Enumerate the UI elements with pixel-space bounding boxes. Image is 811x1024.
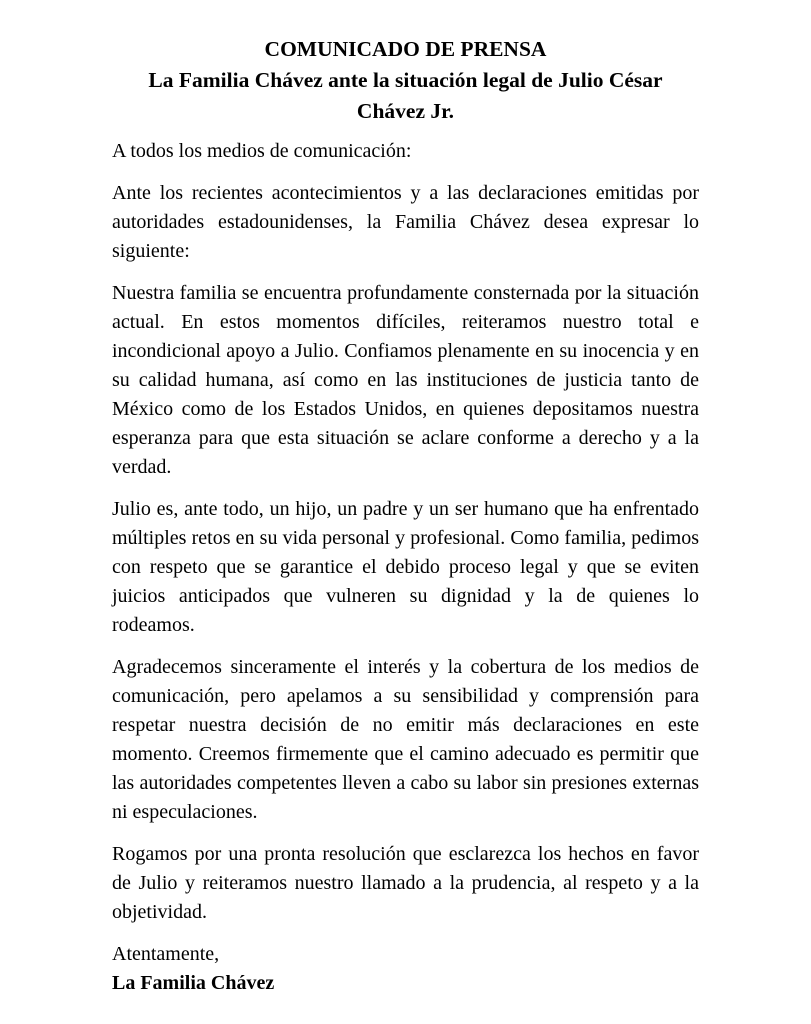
signature-line: La Familia Chávez <box>112 972 275 994</box>
paragraph-support: Nuestra familia se encuentra profundamente consternada por la situación actual. En estos momentos difíciles, reiteramos nuestro total e incondicional apoyo a Julio. Confiamos plenamente en su inocencia y en su calidad humana, así como en las instituciones de justicia tanto de México como de los Estados Unidos, en quienes depositamos nuestra esperanza para que esta situación se aclare conforme a derecho y a la verdad. <box>112 282 699 478</box>
paragraph-media-appeal: Agradecemos sinceramente el interés y la cobertura de los medios de comunicación, pero apelamos a su sensibilidad y comprensión para respetar nuestra decisión de no emitir más declaraciones en este momento. Creemos firmemente que el camino adecuado es permitir que las autoridades competentes lleven a cabo su labor sin presiones externas ni especulaciones. <box>112 656 699 823</box>
document-header <box>112 34 699 127</box>
closing-line: Atentamente, <box>112 943 220 965</box>
salutation-line: A todos los medios de comunicación: <box>112 140 412 162</box>
press-release-title: COMUNICADO DE PRENSA <box>264 37 547 61</box>
document-content <box>112 34 699 998</box>
paragraph-intro: Ante los recientes acontecimientos y a las declaraciones emitidas por autoridades estadounidenses, la Familia Chávez desea expresar lo siguiente: <box>112 182 699 262</box>
paragraph-due-process: Julio es, ante todo, un hijo, un padre y un ser humano que ha enfrentado múltiples retos en su vida personal y profesional. Como familia, pedimos con respeto que se garantice el debido proceso legal y que se eviten juicios anticipados que vulneren su dignidad y la de quienes lo rodeamos. <box>112 498 699 636</box>
press-release-subtitle: La Familia Chávez ante la situación legal de Julio César Chávez Jr. <box>148 68 663 123</box>
paragraph-resolution: Rogamos por una pronta resolución que esclarezca los hechos en favor de Julio y reiteramos nuestro llamado a la prudencia, al respeto y a la objetividad. <box>112 843 699 923</box>
